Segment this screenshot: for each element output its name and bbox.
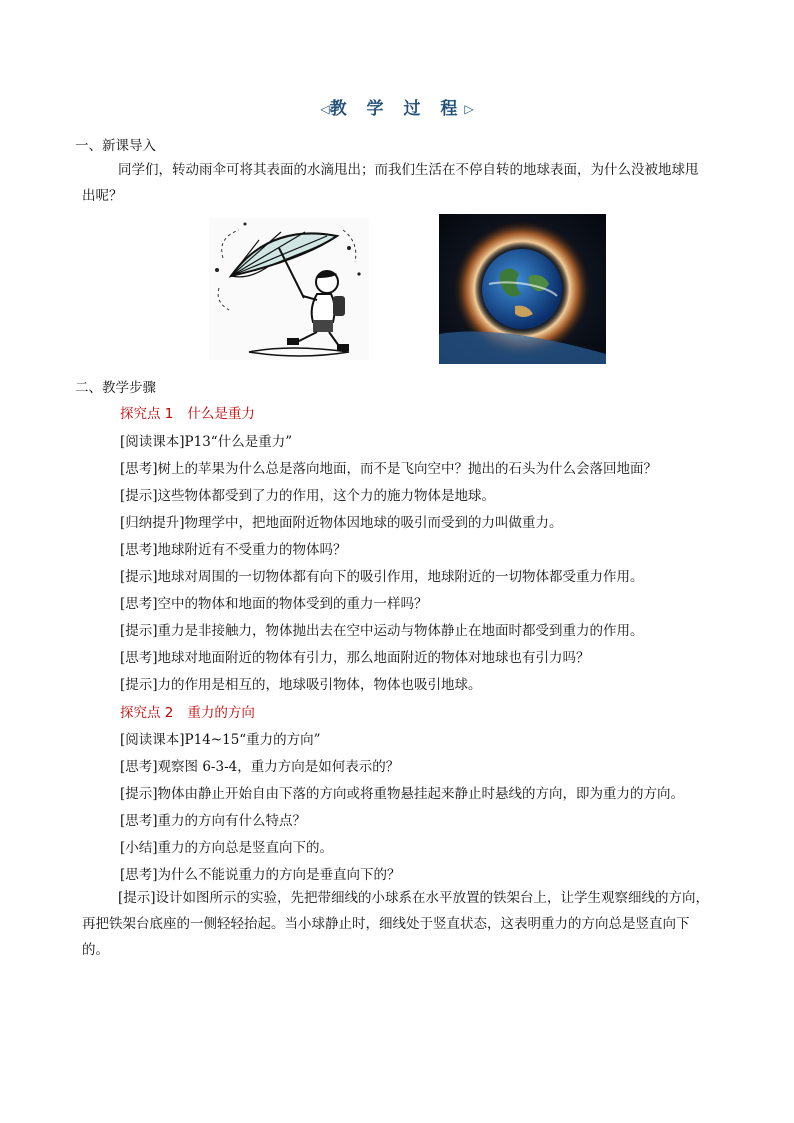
- title-left-mark: ◁: [320, 102, 330, 116]
- point-2-line: [提示]物体由静止开始自由下落的方向或将重物悬挂起来静止时悬线的方向，即为重力的方向。: [120, 786, 685, 802]
- point-2-label: 探究点 2: [120, 705, 174, 721]
- point-2-line: [思考]重力的方向有什么特点？: [120, 813, 307, 829]
- point-2-title: 重力的方向: [187, 705, 255, 721]
- point-1-label: 探究点 1: [120, 406, 174, 422]
- umbrella-boy-illustration: [209, 218, 369, 360]
- point-1-line: [阅读课本]P13“什么是重力”: [120, 434, 293, 450]
- point-2-line: [阅读课本]P14~15“重力的方向”: [120, 732, 321, 748]
- experiment-paragraph: [82, 885, 722, 963]
- point-1-line: [提示]重力是非接触力，物体抛出去在空中运动与物体静止在地面时都受到重力的作用。: [120, 623, 644, 639]
- umbrella-boy-icon: [209, 218, 369, 360]
- earth-ring-illustration: [439, 214, 606, 364]
- point-2-line: [思考]观察图 6-3-4，重力方向是如何表示的？: [120, 759, 400, 775]
- point-1-line: [思考]树上的苹果为什么总是落向地面，而不是飞向空中？抛出的石头为什么会落回地面？: [120, 461, 658, 477]
- intro-line-2: 出呢？: [82, 188, 123, 204]
- experiment-line-2: 再把铁架台底座的一侧轻轻抬起。当小球静止时，细线处于竖直状态，这表明重力的方向总是竖直向下: [82, 916, 690, 932]
- point-2-line: [思考]为什么不能说重力的方向是垂直向下的？: [120, 867, 401, 883]
- point-1-line: [归纳提升]物理学中，把地面附近物体因地球的吸引而受到的力叫做重力。: [120, 515, 563, 531]
- point-1-line: [提示]地球对周围的一切物体都有向下的吸引作用，地球附近的一切物体都受重力作用。: [120, 569, 644, 585]
- point-1-line: [提示]力的作用是相互的，地球吸引物体，物体也吸引地球。: [120, 677, 482, 693]
- experiment-line-1: [提示]设计如图所示的实验，先把带细线的小球系在水平放置的铁架台上，让学生观察细线的方向，: [118, 890, 710, 906]
- section-heading-intro: 一、新课导入: [75, 138, 156, 154]
- point-1-line: [思考]空中的物体和地面的物体受到的重力一样吗？: [120, 596, 428, 612]
- intro-line-1: 同学们，转动雨伞可将其表面的水滴甩出；而我们生活在不停自转的地球表面，为什么没被地球甩: [118, 162, 699, 178]
- page-title: [0, 94, 794, 119]
- experiment-line-3: 的。: [82, 942, 109, 958]
- point-2-heading: [120, 701, 255, 721]
- title-right-mark: ▷: [464, 102, 474, 116]
- intro-paragraph: [82, 157, 722, 209]
- point-2-line: [小结]重力的方向总是竖直向下的。: [120, 840, 334, 856]
- section-heading-steps: 二、教学步骤: [75, 380, 156, 396]
- point-1-heading: [120, 402, 255, 422]
- point-1-line: [思考]地球对地面附近的物体有引力，那么地面附近的物体对地球也有引力吗？: [120, 650, 590, 666]
- point-1-title: 什么是重力: [187, 406, 255, 422]
- point-1-line: [思考]地球附近有不受重力的物体吗？: [120, 542, 347, 558]
- earth-icon: [439, 214, 606, 364]
- point-1-line: [提示]这些物体都受到了力的作用，这个力的施力物体是地球。: [120, 488, 496, 504]
- title-text: 教 学 过 程: [329, 99, 465, 119]
